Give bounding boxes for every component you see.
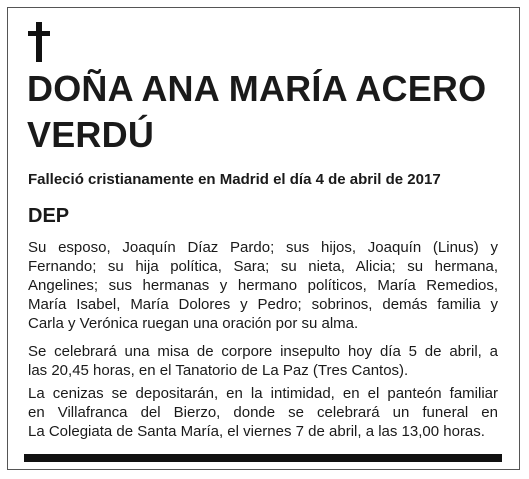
death-notice: Falleció cristianamente en Madrid el día 4 de abril de 2017 [28, 171, 441, 188]
burial-paragraph-line: La cenizas se depositarán, en la intimidad, en el panteón familiar [28, 385, 498, 402]
dep-heading: DEP [28, 205, 70, 227]
deceased-name [27, 66, 507, 158]
family-paragraph-line: María Isabel, María Dolores y Pedro; sobrinos, demás familia y [28, 296, 498, 313]
cross-horizontal-bar [28, 31, 50, 36]
bottom-divider-bar [24, 454, 502, 462]
family-paragraph-line: Fernando; su hija política, Sara; su nieta, Alicia; su hermana, [28, 258, 498, 275]
cross-vertical-bar [36, 22, 42, 62]
burial-paragraph [28, 384, 498, 441]
family-paragraph-line: Angelines; sus hermanas y hermano políticos, María Remedios, [28, 277, 498, 294]
cross-icon [28, 22, 50, 62]
family-paragraph-line: Carla y Verónica ruegan una oración por su alma. [28, 315, 359, 332]
deceased-name-line-1: DOÑA ANA MARÍA ACERO [27, 68, 487, 109]
mass-paragraph [28, 342, 498, 380]
burial-paragraph-line: en Villafranca del Bierzo, donde se celebrará un funeral en [28, 404, 498, 421]
mass-paragraph-line: las 20,45 horas, en el Tanatorio de La Paz (Tres Cantos). [28, 362, 409, 379]
deceased-name-line-2: VERDÚ [27, 114, 155, 155]
family-paragraph [28, 238, 498, 333]
family-paragraph-line: Su esposo, Joaquín Díaz Pardo; sus hijos, Joaquín (Linus) y [28, 239, 498, 256]
burial-paragraph-line: La Colegiata de Santa María, el viernes 7 de abril, a las 13,00 horas. [28, 423, 485, 440]
mass-paragraph-line: Se celebrará una misa de corpore insepulto hoy día 5 de abril, a [28, 343, 498, 360]
